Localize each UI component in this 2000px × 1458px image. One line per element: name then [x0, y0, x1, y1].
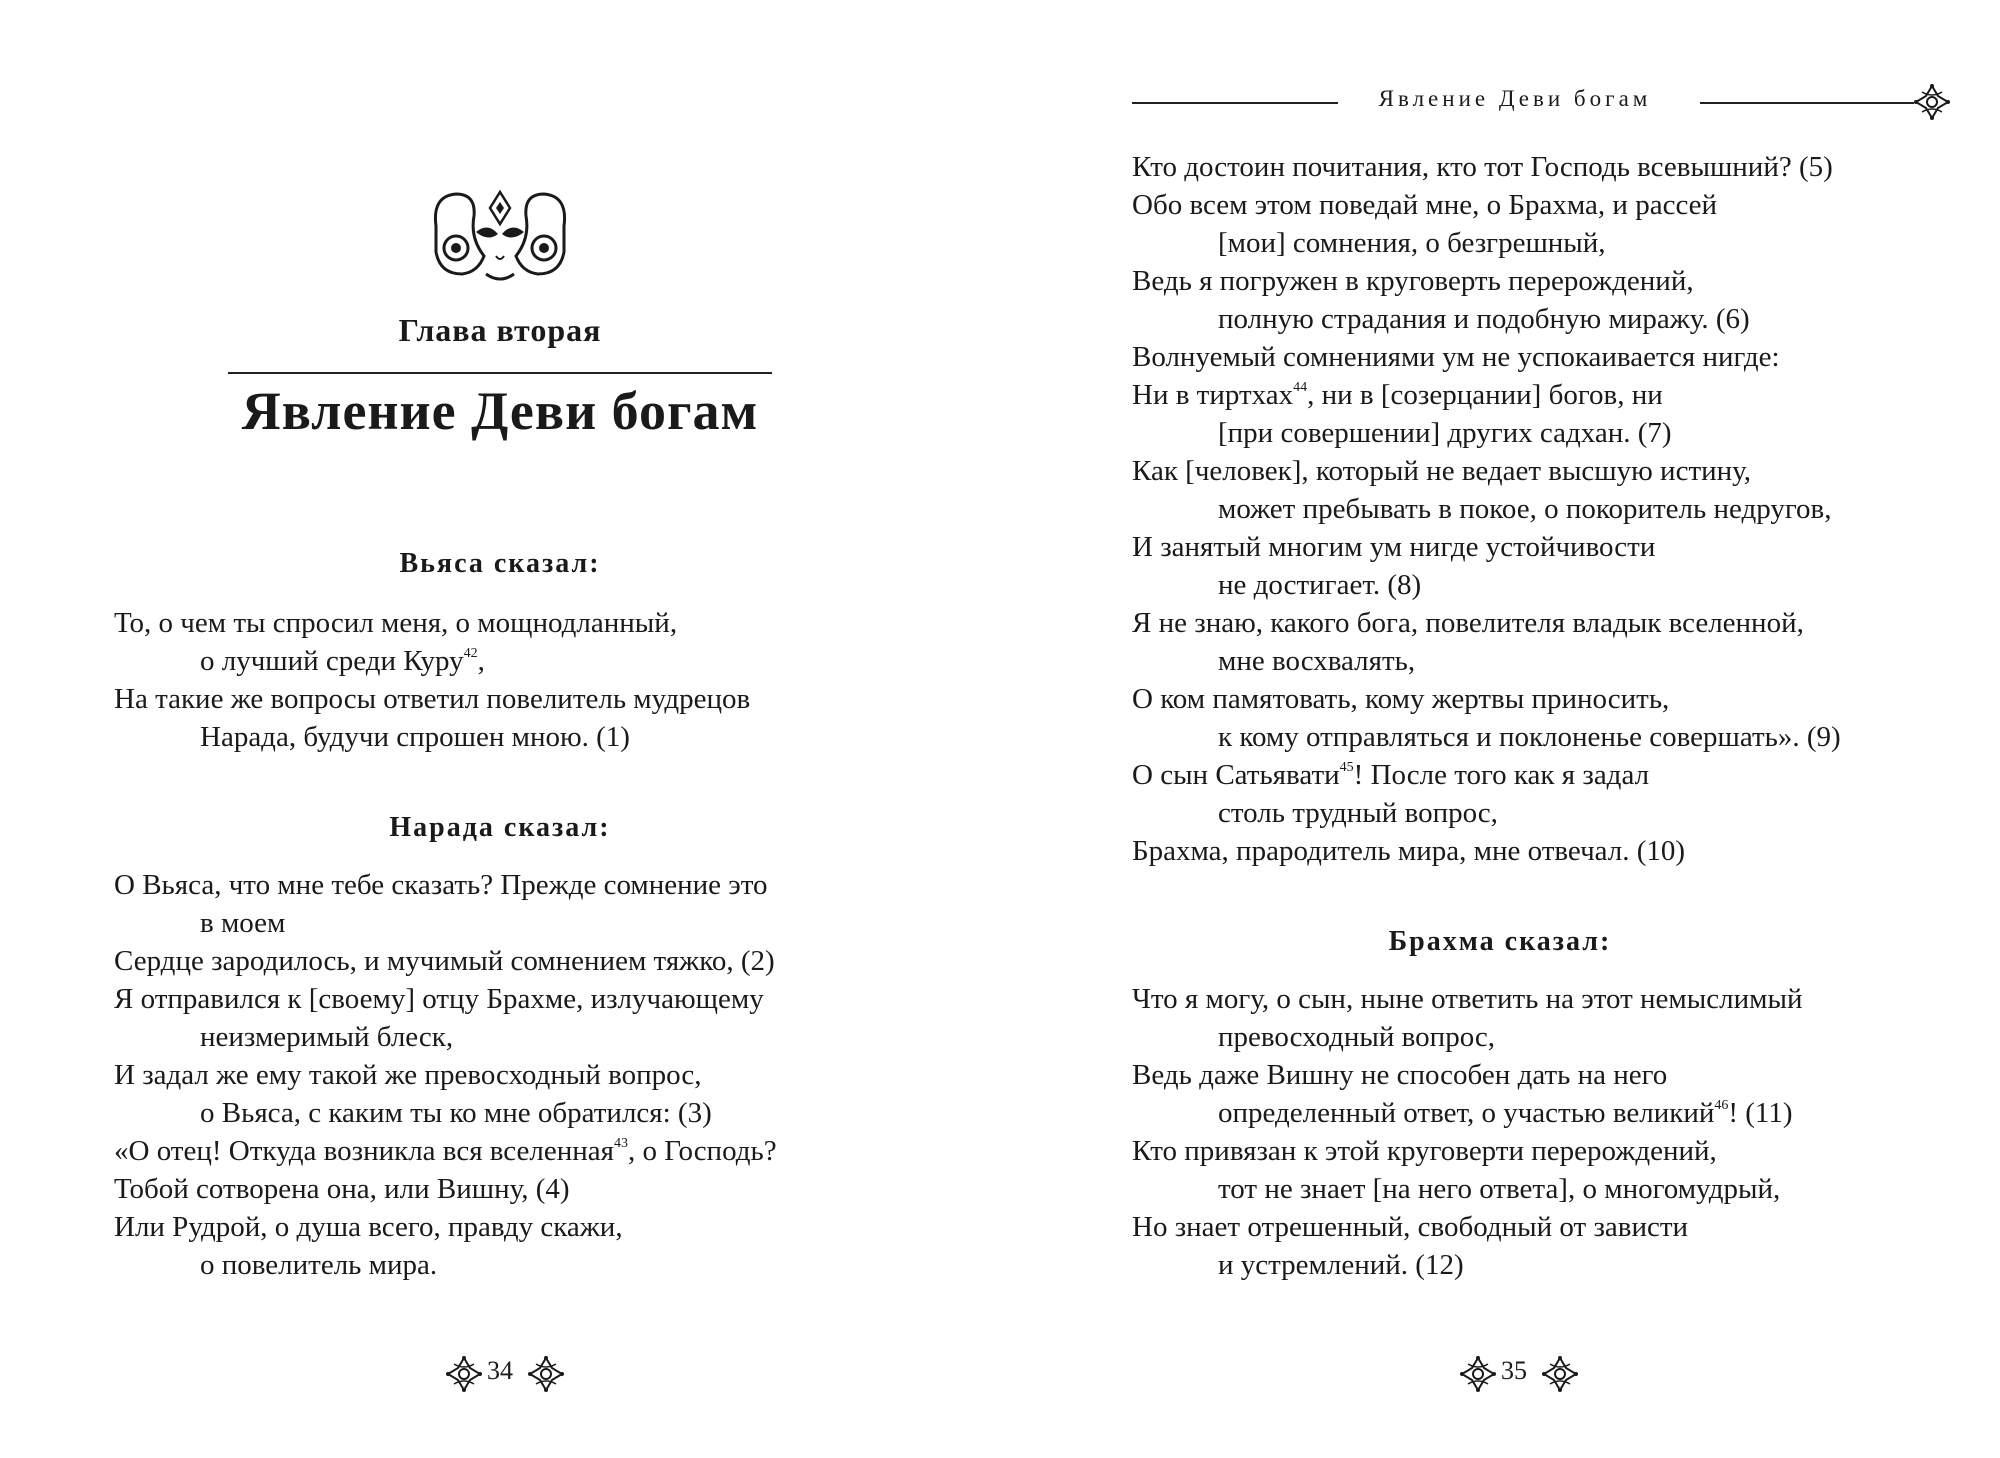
verse-line: Обо всем этом поведай мне, о Брахма, и рассей	[1132, 189, 1718, 221]
verse-line: И задал же ему такой же превосходный вопрос,	[114, 1059, 702, 1091]
celtic-knot-icon	[526, 1354, 566, 1394]
footnote-marker: 44	[1293, 380, 1308, 396]
verse-line: Брахма, прародитель мира, мне отвечал. (10)	[1132, 835, 1686, 867]
verse-line: Волнуемый сомнениями ум не успокаивается нигде:	[1132, 341, 1780, 373]
verse-line: Ведь даже Вишну не способен дать на него	[1132, 1059, 1668, 1091]
footnote-marker: 43	[614, 1136, 628, 1152]
verse-line: Кто привязан к этой круговерти перерождений,	[1132, 1135, 1717, 1167]
verse-line: Сердце зародилось, и мучимый сомнением тяжко, (2)	[114, 945, 775, 977]
header-rule	[1132, 102, 1338, 104]
verse-line: Но знает отрешенный, свободный от зависти	[1132, 1211, 1689, 1243]
verse-line: Или Рудрой, о душа всего, правду скажи,	[114, 1211, 623, 1243]
verse-line: «О отец! Откуда возникла вся вселенная$^{43}$, о Господь?	[114, 1135, 777, 1167]
verse-line: Я отправился к [своему] отцу Брахме, излучающему	[114, 983, 764, 1015]
verse-line: тот не знает [на него ответа], о многомудрый,	[1218, 1173, 1781, 1205]
goddess-face-paisley-icon	[426, 186, 574, 286]
header-rule	[1700, 102, 1914, 104]
verse-line: неизмеримый блеск,	[200, 1021, 454, 1053]
verse-line: О Вьяса, что мне тебе сказать? Прежде сомнение это	[114, 869, 768, 901]
celtic-knot-icon	[1912, 82, 1952, 122]
verse-line: о повелитель мира.	[200, 1249, 438, 1281]
verse-line: не достигает. (8)	[1218, 569, 1422, 601]
footnote-marker: 42	[463, 646, 478, 662]
verse-line: О сын Сатьявати$^{45}$! После того как я задал	[1132, 759, 1650, 791]
verse-line: [при совершении] других садхан. (7)	[1218, 417, 1672, 449]
verse-line: определенный ответ, о участью великий$^{46}$! (11)	[1218, 1097, 1793, 1129]
verse-line: о Вьяса, с каким ты ко мне обратился: (3)	[200, 1097, 712, 1129]
verse-line: Ведь я погружен в круговерть перерождений,	[1132, 265, 1694, 297]
verse-line: Нарада, будучи спрошен мною. (1)	[200, 721, 630, 753]
page-number: 34	[487, 1356, 513, 1385]
verse-line: столь трудный вопрос,	[1218, 797, 1498, 829]
chapter-title: Явление Деви богам	[241, 381, 759, 441]
verse-line: Я не знаю, какого бога, повелителя владык вселенной,	[1132, 607, 1804, 639]
celtic-knot-icon	[1540, 1354, 1580, 1394]
verse-line: в моем	[200, 907, 286, 939]
footnote-marker: 45	[1339, 760, 1354, 776]
verse-line: к кому отправляться и поклоненье совершать». (9)	[1218, 721, 1841, 753]
footnote-marker: 46	[1714, 1098, 1729, 1114]
verse-line: Что я могу, о сын, ныне ответить на этот немыслимый	[1132, 983, 1803, 1015]
verse-line: То, о чем ты спросил меня, о мощнодланный,	[114, 607, 678, 639]
verse-line: Ни в тиртхах$^{44}$, ни в [созерцании] богов, ни	[1132, 379, 1663, 411]
running-head: Явление Деви богам	[1378, 86, 1652, 111]
speaker-heading: Нарада сказал:	[389, 812, 611, 843]
chapter-divider	[228, 372, 772, 374]
verse-line: полную страдания и подобную миражу. (6)	[1218, 303, 1750, 335]
page-number: 35	[1501, 1356, 1527, 1385]
chapter-label: Глава вторая	[398, 312, 602, 348]
verse-line: может пребывать в покое, о покоритель недругов,	[1218, 493, 1832, 525]
speaker-heading: Вьяса сказал:	[399, 548, 601, 579]
verse-line: И занятый многим ум нигде устойчивости	[1132, 531, 1656, 563]
verse-line: [мои] сомнения, о безгрешный,	[1218, 227, 1606, 259]
verse-line: о лучший среди Куру$^{42}$,	[200, 645, 485, 677]
verse-line: Кто достоин почитания, кто тот Господь всевышний? (5)	[1132, 151, 1833, 183]
speaker-heading: Брахма сказал:	[1388, 926, 1612, 957]
verse-line: О ком памятовать, кому жертвы приносить,	[1132, 683, 1670, 715]
verse-line: превосходный вопрос,	[1218, 1021, 1496, 1053]
verse-line: Как [человек], который не ведает высшую истину,	[1132, 455, 1751, 487]
verse-line: и устремлений. (12)	[1218, 1249, 1464, 1281]
verse-line: Тобой сотворена она, или Вишну, (4)	[114, 1173, 570, 1205]
verse-line: мне восхвалять,	[1218, 645, 1416, 677]
verse-line: На такие же вопросы ответил повелитель мудрецов	[114, 683, 751, 715]
